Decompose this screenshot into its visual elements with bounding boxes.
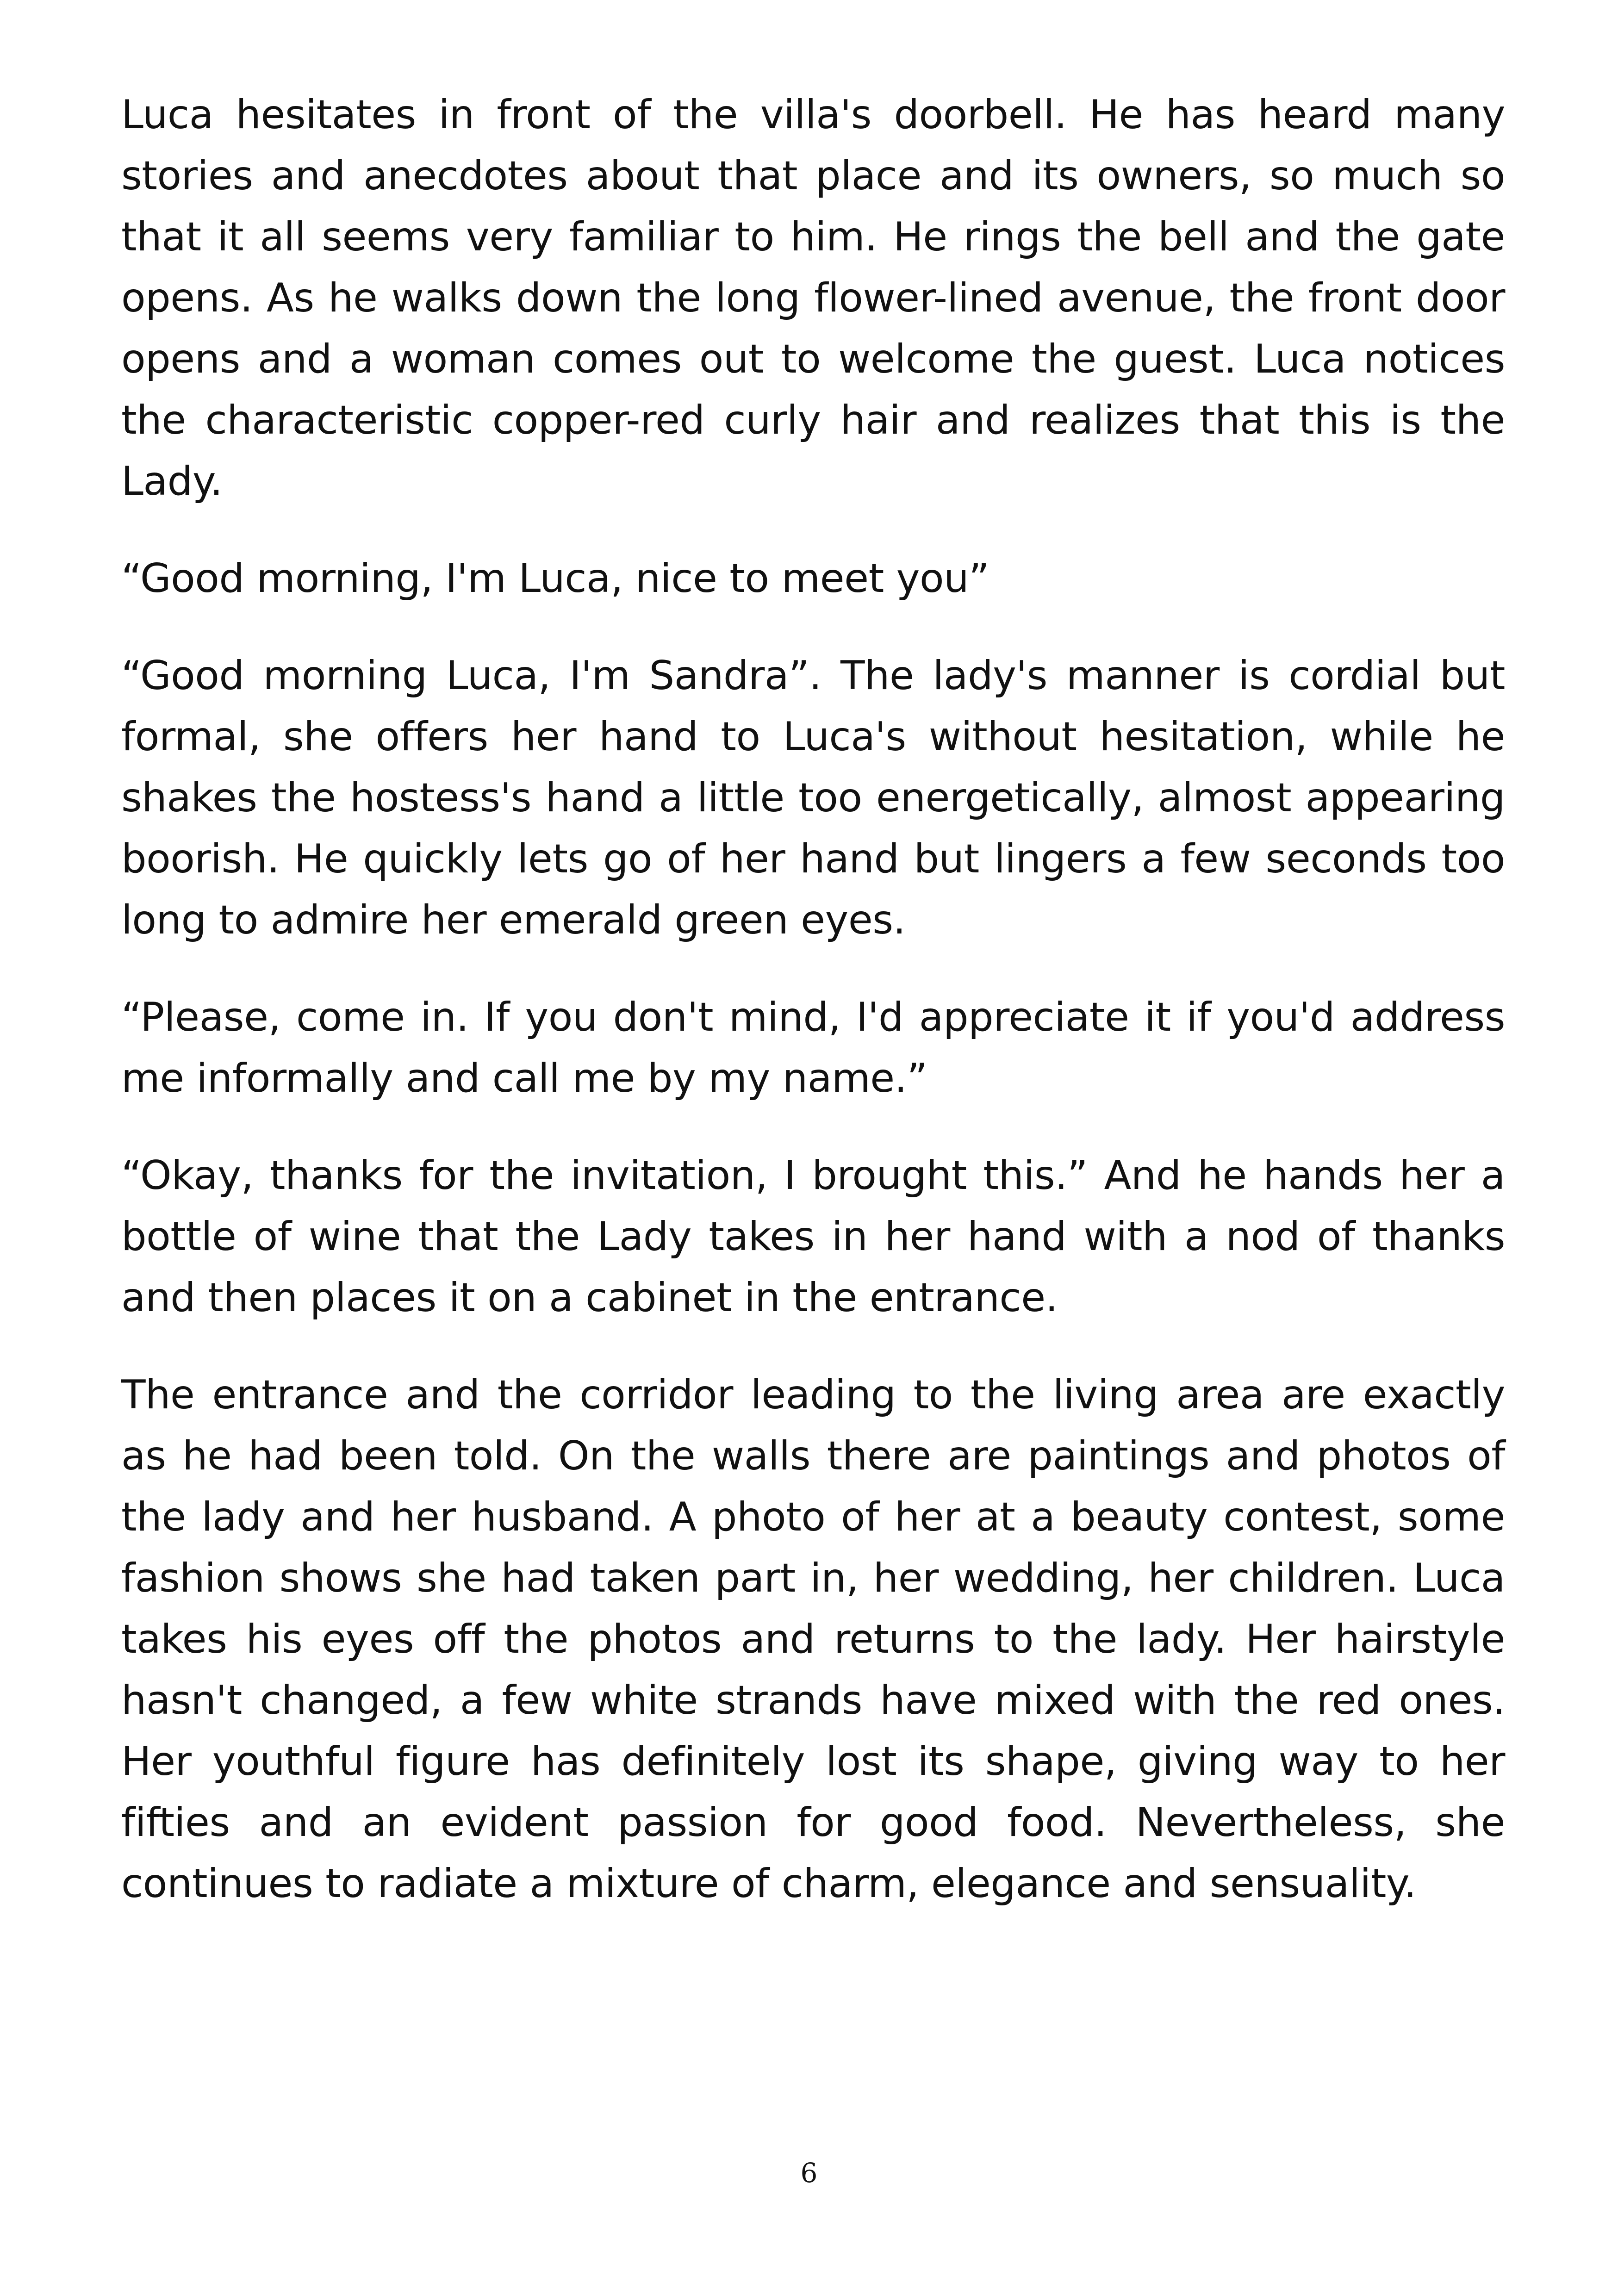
body-text xyxy=(121,84,1505,1950)
paragraph: “Please, come in. If you don't mind, I'd appreciate it if you'd address me informally and call me by my name.” xyxy=(121,994,1505,1101)
paragraph: “Good morning, I'm Luca, nice to meet you” xyxy=(121,555,989,602)
page-number: 6 xyxy=(800,2157,818,2189)
paragraph: “Okay, thanks for the invitation, I brought this.” And he hands her a bottle of wine that the Lady takes in her hand with a nod of thanks and then places it on a cabinet in the entrance. xyxy=(121,1152,1505,1321)
paragraph: “Good morning Luca, I'm Sandra”. The lady's manner is cordial but formal, she offers her hand to Luca's without hesitation, while he shakes the hostess's hand a little too energetically, almost appearing boorish. He quickly lets go of her hand but lingers a few seconds too long to admire her emerald green eyes. xyxy=(121,653,1505,943)
paragraph: The entrance and the corridor leading to the living area are exactly as he had been told. On the walls there are paintings and photos of the lady and her husband. A photo of her at a beauty contest, some fashion shows she had taken part in, her wedding, her children. Luca takes his eyes off the photos and returns to the lady. Her hairstyle hasn't changed, a few white strands have mixed with the red ones. Her youthful figure has definitely lost its shape, giving way to her fifties and an evident passion for good food. Nevertheless, she continues to radiate a mixture of charm, elegance and sensuality. xyxy=(121,1372,1505,1907)
paragraph: Luca hesitates in front of the villa's doorbell. He has heard many stories and anecdotes about that place and its owners, so much so that it all seems very familiar to him. He rings the bell and the gate opens. As he walks down the long flower-lined avenue, the front door opens and a woman comes out to welcome the guest. Luca notices the characteristic copper-red curly hair and realizes that this is the Lady. xyxy=(121,92,1505,504)
